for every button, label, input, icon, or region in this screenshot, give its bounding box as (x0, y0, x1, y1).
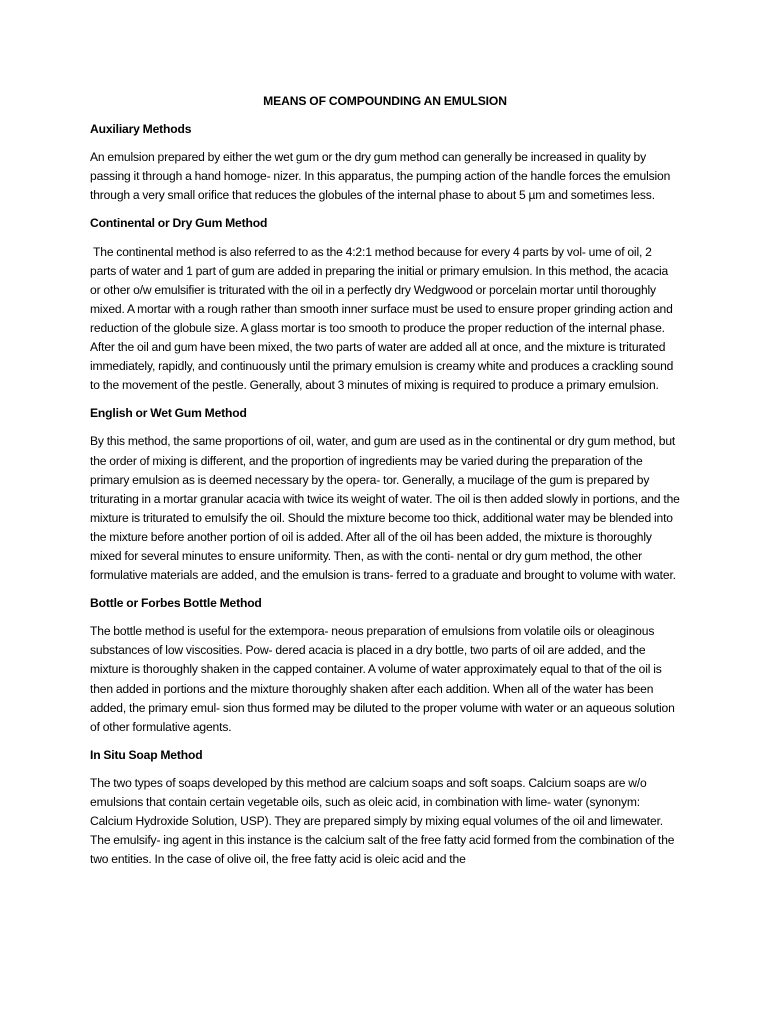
section-heading-auxiliary-methods: Auxiliary Methods (90, 122, 192, 137)
section-body-bottle-method: The bottle method is useful for the extempora- neous preparation of emulsions from volatile oils or oleaginous substances of low viscosities. Pow- dered acacia is placed in a dry bottle, two parts of oil are added, and the mixture is thoroughly shaken in the capped container. A volume of water approximately equal to that of the oil is then added in portions and the mixture thoroughly shaken after each addition. When all of the water has been added, the primary emul- sion thus formed may be diluted to the proper volume with water or an aqueous solution of other formulative agents. (90, 624, 675, 734)
section-heading-english-wet-gum: English or Wet Gum Method (90, 406, 247, 421)
section-heading-in-situ-soap: In Situ Soap Method (90, 747, 203, 762)
section-body-auxiliary-methods: An emulsion prepared by either the wet gum or the dry gum method can generally be increased in quality by passing it through a hand homoge- nizer. In this apparatus, the pumping action of the handle forces the emulsion through a very small orifice that reduces the globules of the internal phase to about 5 µm and sometimes less. (90, 150, 671, 203)
document-content (90, 92, 680, 878)
page-title: MEANS OF COMPOUNDING AN EMULSION (263, 94, 507, 108)
section-body-in-situ-soap: The two types of soaps developed by this method are calcium soaps and soft soaps. Calcium soaps are w/o emulsions that contain certain vegetable oils, such as oleic acid, in combination with lime- water (synonym: Calcium Hydroxide Solution, USP). They are prepared simply by mixing equal volumes of the oil and limewater. The emulsify- ing agent in this instance is the calcium salt of the free fatty acid formed from the combination of the two entities. In the case of olive oil, the free fatty acid is oleic acid and the (90, 775, 675, 867)
section-heading-bottle-method: Bottle or Forbes Bottle Method (90, 596, 262, 611)
section-heading-continental-dry-gum: Continental or Dry Gum Method (90, 216, 268, 231)
section-body-english-wet-gum: By this method, the same proportions of oil, water, and gum are used as in the continental or dry gum method, but the order of mixing is different, and the proportion of ingredients may be varied during the preparation of the primary emulsion as is deemed necessary by the opera- tor. Generally, a mucilage of the gum is prepared by triturating in a mortar granular acacia with twice its weight of water. The oil is then added slowly in portions, and the mixture is triturated to emulsify the oil. Should the mixture become too thick, additional water may be blended into the mixture before another portion of oil is added. After all of the oil has been added, the mixture is thoroughly mixed for several minutes to ensure uniformity. Then, as with the conti- nental or dry gum method, the other formulative materials are added, and the emulsion is trans- ferred to a graduate and brought to volume with water. (90, 434, 680, 583)
section-body-continental-dry-gum: The continental method is also referred to as the 4:2:1 method because for every 4 parts by vol- ume of oil, 2 parts of water and 1 part of gum are added in preparing the initial or primary emulsion. In this method, the acacia or other o/w emulsifier is triturated with the oil in a perfectly dry Wedgwood or porcelain mortar until thoroughly mixed. A mortar with a rough rather than smooth inner surface must be used to ensure proper grinding action and reduction of the globule size. A glass mortar is too smooth to produce the proper reduction of the internal phase. After the oil and gum have been mixed, the two parts of water are added all at once, and the mixture is triturated immediately, rapidly, and continuously until the primary emulsion is creamy white and produces a crackling sound to the movement of the pestle. Generally, about 3 minutes of mixing is required to produce a primary emulsion. (90, 244, 674, 393)
